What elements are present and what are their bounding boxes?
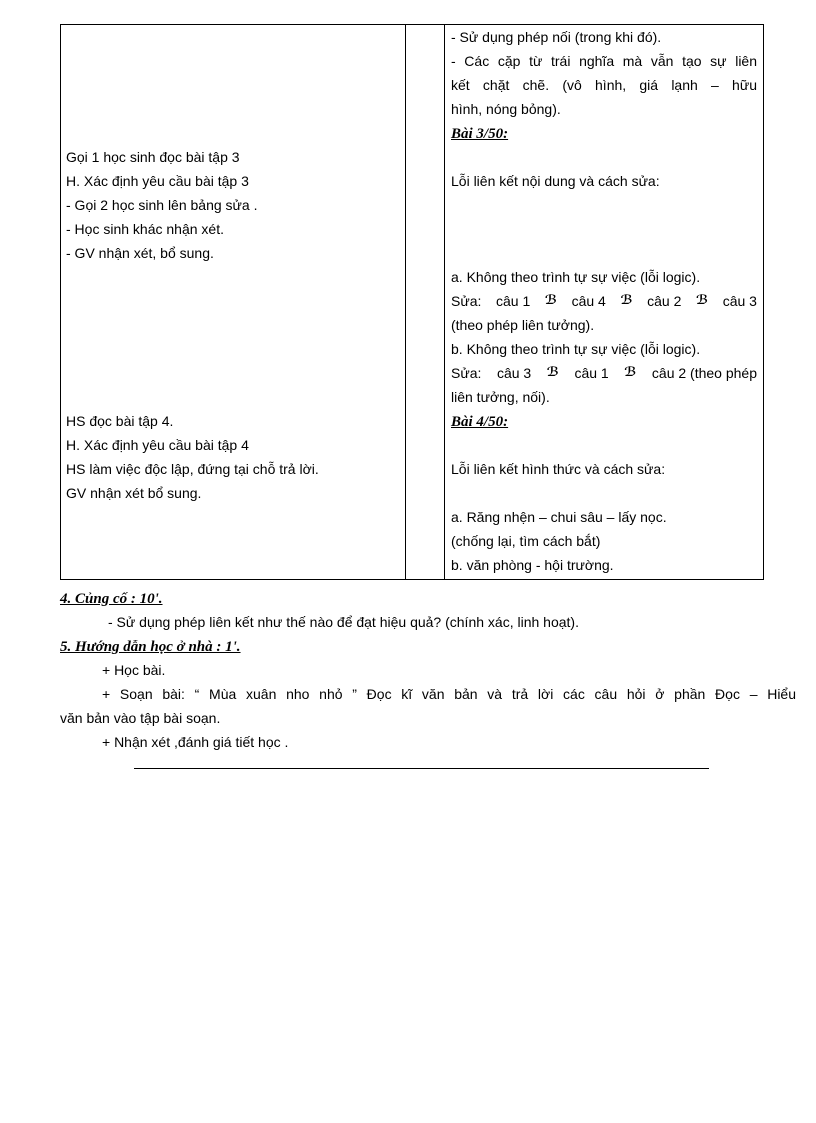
activity-line: GV nhận xét bổ sung. — [66, 485, 202, 501]
arrow-symbol-icon: ℬ — [546, 365, 559, 380]
exercise-4-line: a. Răng nhện – chui sâu – lấy nọc. — [451, 509, 667, 525]
exercise-3-b-fix: Sửa: câu 3 ℬ câu 1 ℬ câu 2 (theo phép — [451, 361, 757, 385]
section-5-heading: 5. Hướng dẫn học ở nhà : 1'. — [60, 639, 241, 655]
section-4-heading: 4. Củng cố : 10'. — [60, 591, 163, 607]
teacher-student-activities-column — [66, 25, 396, 505]
arrow-symbol-icon: ℬ — [544, 293, 557, 308]
post-table-content — [60, 586, 796, 754]
activity-line: Gọi 1 học sinh đọc bài tập 3 — [66, 149, 240, 165]
content-line: hình, nóng bỏng). — [451, 101, 561, 117]
exercise-4-heading: Bài 4/50: — [451, 414, 509, 430]
arrow-symbol-icon: ℬ — [696, 293, 709, 308]
exercise-4-line: (chống lại, tìm cách bắt) — [451, 533, 601, 549]
content-line: - Các cặp từ trái nghĩa mà vẫn tạo sự liên — [451, 53, 757, 69]
lesson-table — [60, 24, 764, 580]
content-line: kết chặt chẽ. (vô hình, giá lạnh – hữu — [451, 77, 757, 93]
arrow-symbol-icon: ℬ — [624, 365, 637, 380]
exercise-3-b: b. Không theo trình tự sự việc (lỗi logic). — [451, 341, 701, 357]
activity-line: HS làm việc độc lập, đứng tại chỗ trả lời. — [66, 461, 319, 477]
content-column — [451, 25, 757, 577]
exercise-3-b-fix-tail: liên tưởng, nối). — [451, 389, 550, 405]
exercise-4-title: Lỗi liên kết hình thức và cách sửa: — [451, 461, 666, 477]
activity-line: - Gọi 2 học sinh lên bảng sửa . — [66, 197, 258, 213]
homework-item: + Học bài. — [102, 662, 166, 678]
activity-line: - GV nhận xét, bổ sung. — [66, 245, 214, 261]
exercise-3-heading: Bài 3/50: — [451, 126, 509, 142]
content-line: - Sử dụng phép nối (trong khi đó). — [451, 29, 662, 45]
exercise-4-line: b. văn phòng - hội trường. — [451, 557, 614, 573]
homework-item: + Nhận xét ,đánh giá tiết học . — [102, 734, 289, 750]
exercise-3-title: Lỗi liên kết nội dung và cách sửa: — [451, 173, 660, 189]
arrow-symbol-icon: ℬ — [620, 293, 633, 308]
activity-line: - Học sinh khác nhận xét. — [66, 221, 224, 237]
divider-line — [134, 768, 709, 769]
activity-line: H. Xác định yêu cầu bài tập 4 — [66, 437, 249, 453]
activity-line: H. Xác định yêu cầu bài tập 3 — [66, 173, 249, 189]
homework-item: + Soạn bài: “ Mùa xuân nho nhỏ ” Đọc kĩ văn bản và trả lời các câu hỏi ở phần Đọc – Hiểu — [102, 686, 796, 702]
table-column-divider — [405, 25, 406, 579]
exercise-3-a-fix-tail: (theo phép liên tưởng). — [451, 317, 595, 333]
section-4-text: - Sử dụng phép liên kết như thế nào để đạt hiệu quả? (chính xác, linh hoạt). — [108, 614, 579, 630]
activity-line: HS đọc bài tập 4. — [66, 413, 174, 429]
exercise-3-a: a. Không theo trình tự sự việc (lỗi logic). — [451, 269, 701, 285]
table-column-divider — [444, 25, 445, 579]
exercise-3-a-fix: Sửa: câu 1 ℬ câu 4 ℬ câu 2 ℬ câu 3 — [451, 289, 757, 313]
homework-item-continuation: văn bản vào tập bài soạn. — [60, 710, 221, 726]
